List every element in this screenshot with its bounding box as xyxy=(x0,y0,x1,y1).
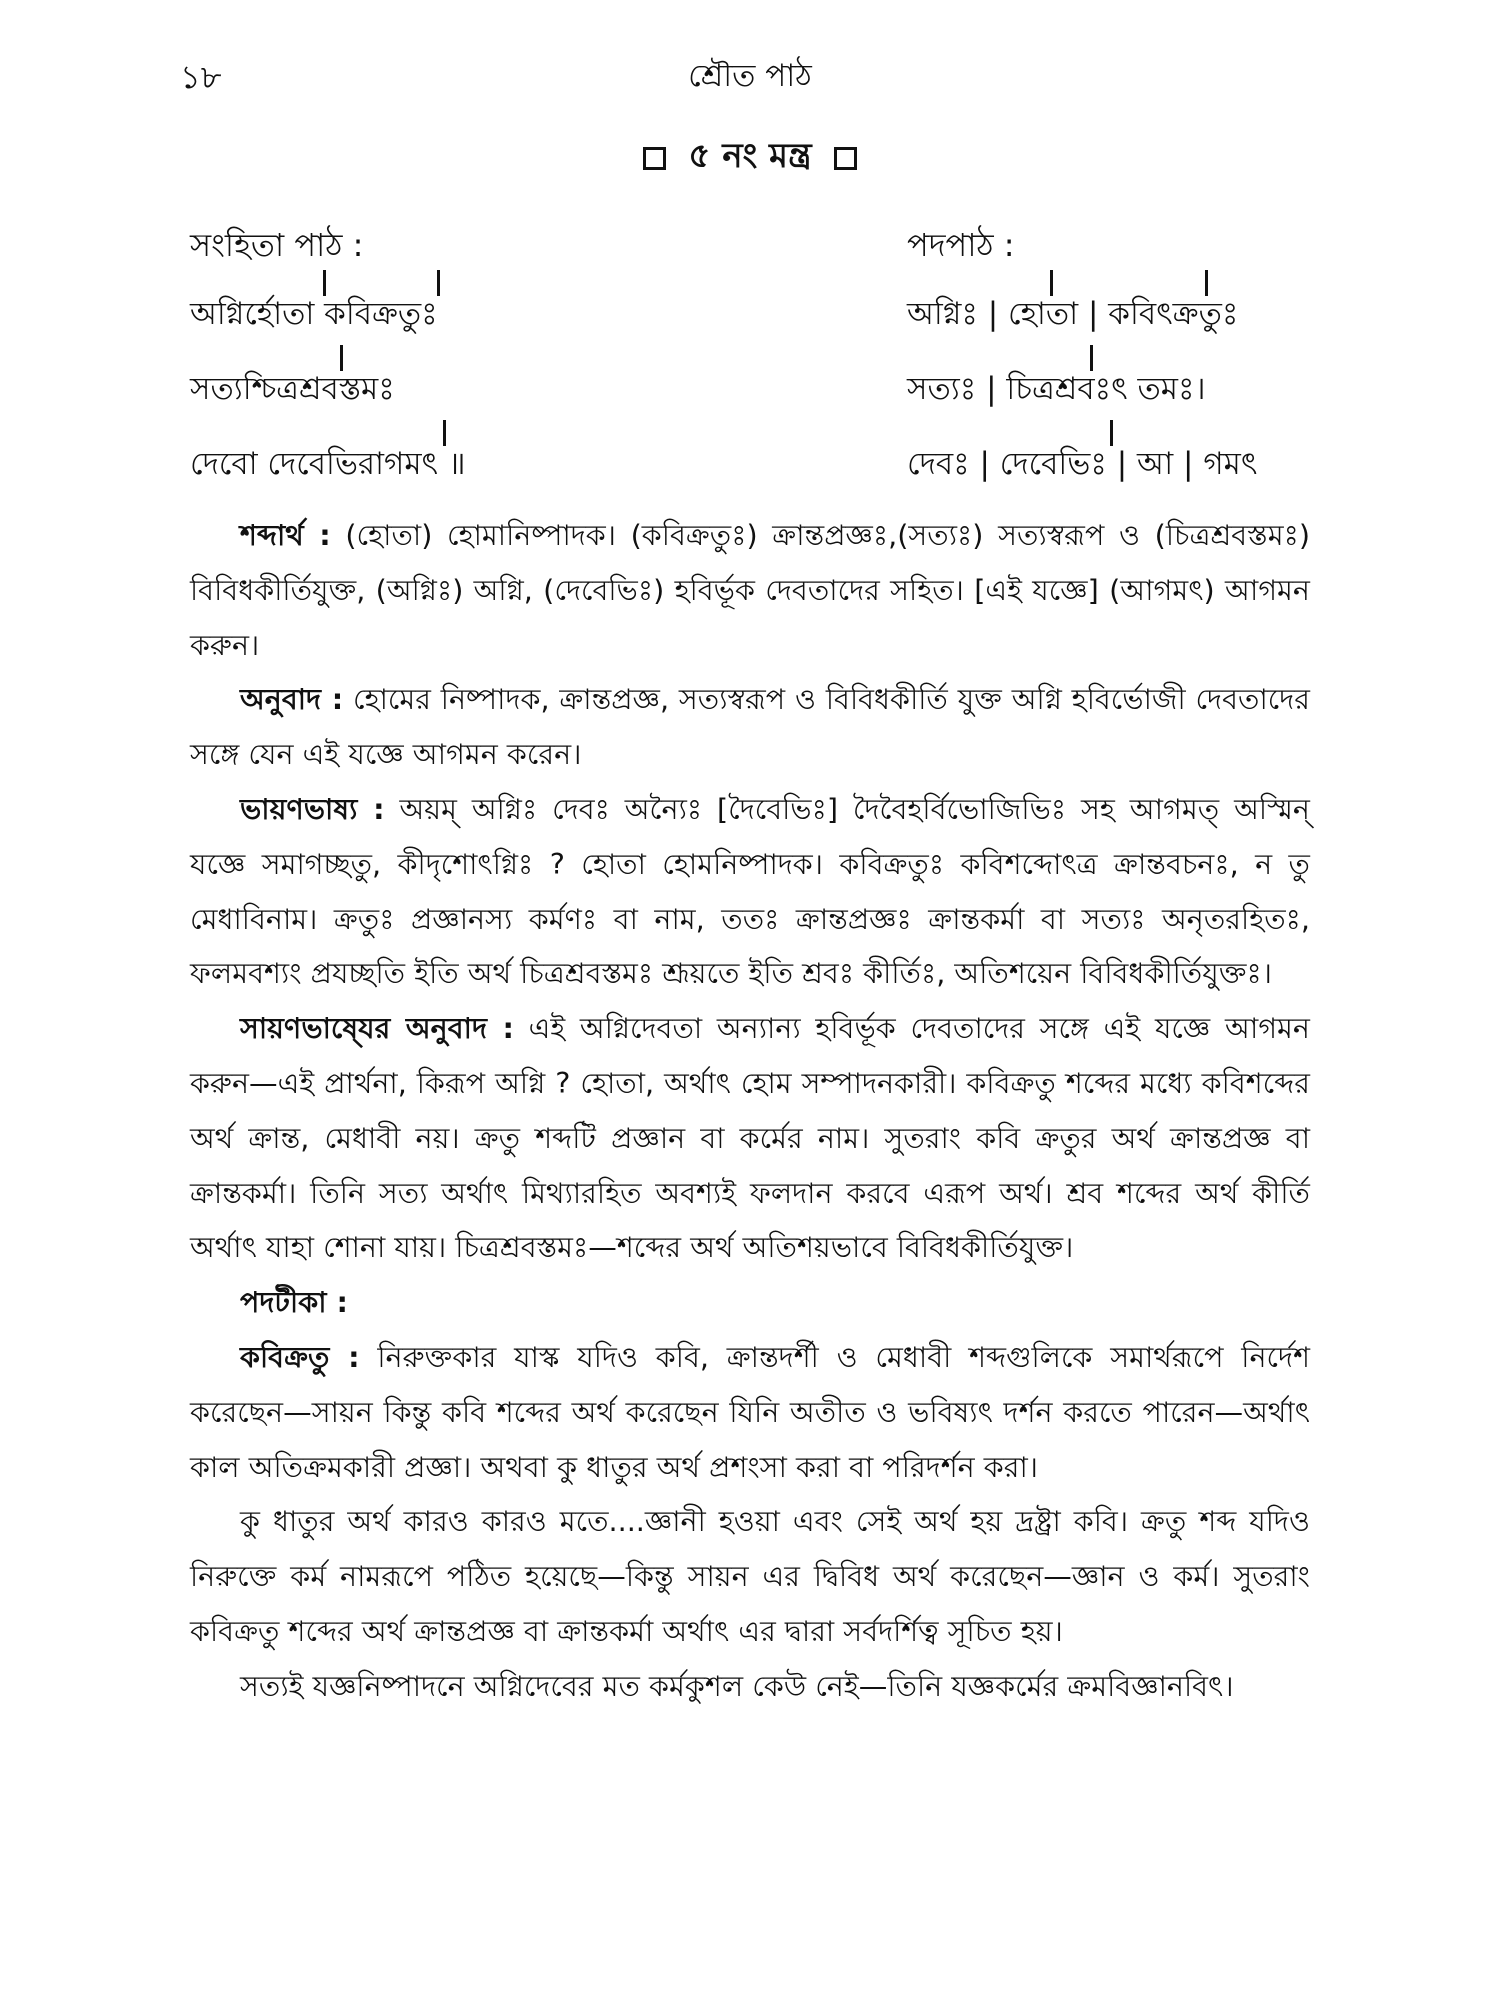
section-term: সায়ণভাষে্যর অনুবাদ : xyxy=(240,1011,514,1046)
pada-line: দেবঃ | দেবেভিঃ | আ | গমৎ xyxy=(907,446,1258,482)
section-anubad xyxy=(190,672,1310,782)
section-text: নিরুক্তকার যাস্ক যদিও কবি, ক্রান্তদর্শী ও মেধাবী শব্দগুলিকে সমার্থরূপে নির্দেশ করেছেন—সায়ন কিন্তু কবি শব্দের অর্থ করেছেন যিনি অতীত ও ভবিষ্যৎ দর্শন করতে পারেন—অর্থাৎ কাল অতিক্রমকারী প্রজ্ঞা। অথবা কু ধাতুর অর্থ প্রশংসা করা বা পরিদর্শন করা। xyxy=(190,1339,1310,1484)
accent-mark xyxy=(1090,345,1093,371)
pada-line: সত্যঃ | চিত্রশ্রবঃৎ তমঃ। xyxy=(907,371,1206,407)
section-text: (হোতা) হোমানিষ্পাদক। (কবিক্রতুঃ) ক্রান্তপ্রজ্ঞঃ,(সত্যঃ) সত্যস্বরূপ ও (চিত্রশ্রবস্তমঃ) বিবিধকীর্তিযুক্ত, (অগ্নিঃ) অগ্নি, (দেবেভিঃ) হবির্ভূক দেবতাদের সহিত। [এই যজ্ঞে] (আগমৎ) আগমন করুন। xyxy=(190,518,1310,662)
mantra-title: ৫ নং মন্ত্র xyxy=(688,136,812,176)
samhita-line: অগ্নির্হোতা কবিক্রতুঃ xyxy=(190,296,438,332)
samhita-line: দেবো দেবেভিরাগমৎ ॥ xyxy=(190,446,466,482)
page-number: ১৮ xyxy=(180,58,222,96)
section-shabdartha xyxy=(190,508,1310,672)
accent-mark xyxy=(443,420,446,446)
section-text: এই অগ্নিদেবতা অন্যান্য হবির্ভূক দেবতাদের সঙ্গে এই যজ্ঞে আগমন করুন—এই প্রার্থনা, কিরূপ অগ্নি ? হোতা, অর্থাৎ হোম সম্পাদনকারী। কবিক্রতু শব্দের মধ্যে কবিশব্দের অর্থ ক্রান্ত, মেধাবী নয়। ক্রতু শব্দটি প্রজ্ঞান বা কর্মের নাম। সুতরাং কবি ক্রতুর অর্থ ক্রান্তপ্রজ্ঞ বা ক্রান্তকর্মা। তিনি সত্য অর্থাৎ মিথ্যারহিত অবশ্যই ফলদান করবে এরূপ অর্থ। শ্রব শব্দের অর্থ কীর্তি অর্থাৎ যাহা শোনা যায়। চিত্রশ্রবস্তমঃ—শব্দের অর্থ অতিশয়ভাবে বিবিধকীর্তিযুক্ত। xyxy=(190,1011,1310,1265)
section-term: ভায়ণভাষ্য : xyxy=(240,791,385,826)
pada-label: পদপাঠ : xyxy=(907,226,1015,264)
section-term: পদটীকা : xyxy=(240,1285,348,1320)
accent-mark xyxy=(340,345,343,371)
box-bullet-icon xyxy=(643,147,666,170)
accent-mark xyxy=(323,270,326,296)
section-kavikratu xyxy=(190,1330,1310,1494)
accent-mark xyxy=(1110,420,1113,446)
section-bhashya xyxy=(190,782,1310,1001)
box-bullet-icon xyxy=(834,147,857,170)
section-term: অনুবাদ : xyxy=(240,682,344,717)
samhita-label: সংহিতা পাঠ : xyxy=(190,226,364,264)
body-text xyxy=(190,508,1310,1714)
running-title: শ্রৌত পাঠ xyxy=(688,58,812,94)
mantra-heading xyxy=(0,130,1500,187)
section-term: কবিক্রতু : xyxy=(240,1339,360,1374)
section-bhashya-anubad xyxy=(190,1001,1310,1275)
accent-mark xyxy=(437,270,440,296)
section-text: হোমের নিষ্পাদক, ক্রান্তপ্রজ্ঞ, সত্যস্বরূপ ও বিবিধকীর্তি যুক্ত অগ্নি হবির্ভোজী দেবতাদের সঙ্গে যেন এই যজ্ঞে আগমন করেন। xyxy=(190,682,1310,772)
accent-mark xyxy=(1050,270,1053,296)
section-text: অয়ম্ অগ্নিঃ দেবঃ অন্যৈঃ [দৈবেভিঃ] দৈবৈহর্বিভোজিভিঃ সহ আগমত্ অস্মিন্ যজ্ঞে সমাগচ্ছতু, কীদৃশোৎগ্নিঃ ? হোতা হোমনিষ্পাদক। কবিক্রতুঃ কবিশব্দোৎত্র ক্রান্তবচনঃ, ন তু মেধাবিনাম। ক্রতুঃ প্রজ্ঞানস্য কর্মণঃ বা নাম, ততঃ ক্রান্তপ্রজ্ঞঃ ক্রান্তকর্মা বা সত্যঃ অনৃতরহিতঃ, ফলমবশ্যং প্রযচ্ছতি ইতি অর্থ চিত্রশ্রবস্তমঃ শ্রূয়তে ইতি শ্রবঃ কীর্তিঃ, অতিশয়েন বিবিধকীর্তিযুক্তঃ। xyxy=(190,791,1310,991)
paragraph: সত্যই যজ্ঞনিষ্পাদনে অগ্নিদেবের মত কর্মকুশল কেউ নেই—তিনি যজ্ঞকর্মের ক্রমবিজ্ঞানবিৎ। xyxy=(240,1668,1234,1703)
pada-line: অগ্নিঃ | হোতা | কবিৎক্রতুঃ xyxy=(907,296,1239,332)
section-padatika xyxy=(190,1275,1310,1330)
paragraph: কু ধাতুর অর্থ কারও কারও মতে....জ্ঞানী হওয়া এবং সেই অর্থ হয় দ্রষ্ট্রা কবি। ক্রতু শব্দ যদিও নিরুক্তে কর্ম নামরূপে পঠিত হয়েছে—কিন্তু সায়ন এর দ্বিবিধ অর্থ করেছেন—জ্ঞান ও কর্ম। সুতরাং কবিক্রতু শব্দের অর্থ ক্রান্তপ্রজ্ঞ বা ক্রান্তকর্মা অর্থাৎ এর দ্বারা সর্বদর্শিত্ব সূচিত হয়। xyxy=(190,1504,1310,1648)
section-term: শব্দার্থ : xyxy=(240,518,331,552)
samhita-line: সত্যশ্চিত্রশ্রবস্তমঃ xyxy=(190,371,395,407)
accent-mark xyxy=(1205,270,1208,296)
